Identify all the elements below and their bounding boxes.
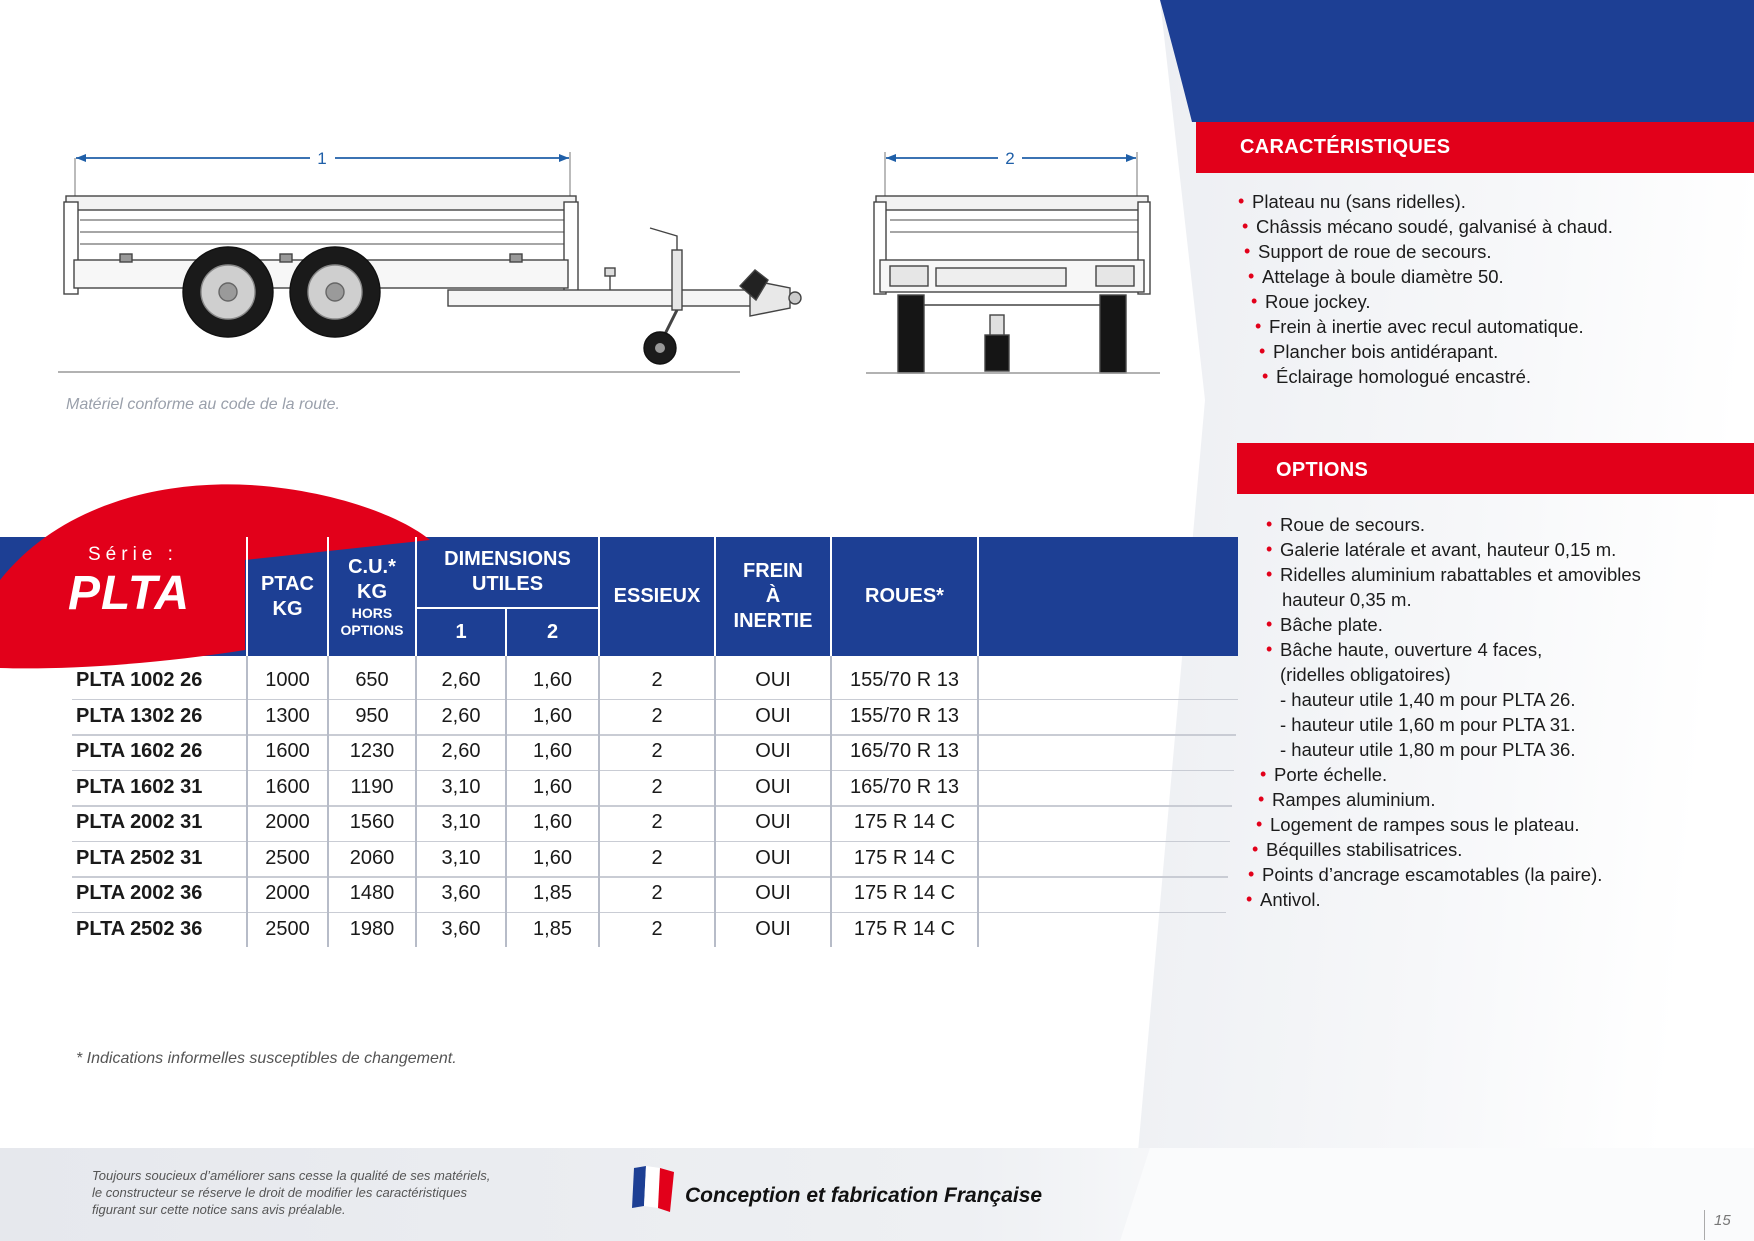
cell-model: PLTA 1002 26 bbox=[76, 669, 203, 691]
trailer-front-view bbox=[866, 196, 1160, 373]
cell-essieux: 2 bbox=[651, 917, 663, 940]
cell-cu: 1480 bbox=[349, 882, 395, 904]
header-frein-label-1: FREIN bbox=[743, 560, 803, 582]
made-in-france-label: Conception et fabrication Française bbox=[685, 1184, 1043, 1207]
characteristic-item: • Éclairage homologué encastré. bbox=[1262, 364, 1613, 389]
cell-roues: 165/70 R 13 bbox=[850, 775, 959, 798]
cell-cu: 1190 bbox=[350, 775, 394, 798]
cell-roues: 155/70 R 13 bbox=[850, 704, 959, 727]
cell-roues: 155/70 R 13 bbox=[850, 669, 959, 691]
page-number-divider bbox=[1704, 1210, 1705, 1240]
column-divider bbox=[246, 656, 248, 947]
cell-ptac: 1000 bbox=[265, 669, 310, 691]
cell-dimension-1: 2,60 bbox=[441, 669, 481, 691]
option-sub-item: - hauteur utile 1,80 m pour PLTA 36. bbox=[1280, 739, 1576, 760]
header-divider bbox=[977, 537, 979, 656]
cell-dimension-1: 2,60 bbox=[441, 704, 481, 727]
dimension-label-1: 1 bbox=[317, 149, 327, 168]
cell-essieux: 2 bbox=[651, 775, 663, 798]
footer-disclaimer-line: le constructeur se réserve le droit de modifier les caractéristiques bbox=[92, 1185, 467, 1200]
option-item-continuation: hauteur 0,35 m. bbox=[1282, 589, 1412, 610]
trailer-technical-drawing bbox=[50, 140, 1170, 380]
series-name: PLTA bbox=[68, 567, 191, 620]
cell-roues: 175 R 14 C bbox=[853, 846, 956, 869]
cell-cu: 1230 bbox=[349, 740, 395, 762]
footer-disclaimer bbox=[92, 1167, 490, 1218]
option-item: • Béquilles stabilisatrices. bbox=[1252, 837, 1641, 862]
header-cu-label: C.U.* bbox=[348, 555, 396, 578]
characteristics-title: CARACTÉRISTIQUES bbox=[1240, 136, 1451, 158]
cell-dimension-1: 3,10 bbox=[441, 846, 481, 869]
cell-frein: OUI bbox=[755, 669, 791, 691]
option-item: • Porte échelle. bbox=[1260, 762, 1641, 787]
header-cu-note-1: HORS bbox=[351, 604, 393, 621]
cell-roues: 175 R 14 C bbox=[853, 882, 956, 904]
cell-dimension-1: 3,10 bbox=[441, 775, 481, 798]
cell-frein: OUI bbox=[755, 882, 791, 904]
cell-cu: 950 bbox=[355, 704, 389, 727]
page-number: 15 bbox=[1714, 1212, 1731, 1229]
table-footnote: * Indications informelles susceptibles de changement. bbox=[76, 1050, 457, 1067]
cell-dimension-2: 1,60 bbox=[533, 775, 572, 798]
option-item: • Antivol. bbox=[1246, 887, 1641, 912]
cell-essieux: 2 bbox=[651, 846, 663, 869]
cell-essieux: 2 bbox=[651, 882, 663, 904]
footer-disclaimer-line: figurant sur cette notice sans avis préalable. bbox=[92, 1202, 346, 1217]
option-item: • Rampes aluminium. bbox=[1258, 787, 1641, 812]
cell-cu: 2060 bbox=[349, 846, 395, 869]
header-ptac-unit: KG bbox=[272, 597, 303, 620]
cell-essieux: 2 bbox=[651, 704, 663, 727]
cell-ptac: 2500 bbox=[265, 917, 310, 940]
characteristic-item: • Plancher bois antidérapant. bbox=[1259, 339, 1613, 364]
header-roues: ROUES* bbox=[865, 585, 944, 607]
cell-ptac: 1600 bbox=[265, 775, 310, 798]
options-list bbox=[1250, 512, 1641, 912]
cell-frein: OUI bbox=[755, 846, 791, 869]
cell-dimension-1: 2,60 bbox=[441, 740, 481, 762]
column-divider bbox=[830, 656, 832, 947]
cell-frein: OUI bbox=[755, 775, 791, 798]
header-frein-label-3: INERTIE bbox=[733, 610, 813, 632]
header-cu-note-2: OPTIONS bbox=[340, 621, 404, 638]
header-dimension-1: 1 bbox=[455, 621, 467, 643]
cell-essieux: 2 bbox=[651, 811, 663, 833]
option-item: • Bâche plate. bbox=[1266, 612, 1641, 637]
column-divider bbox=[977, 656, 979, 947]
cell-ptac: 1300 bbox=[265, 704, 310, 727]
cell-dimension-1: 3,60 bbox=[441, 882, 481, 904]
cell-model: PLTA 2502 36 bbox=[76, 917, 203, 940]
cell-roues: 175 R 14 C bbox=[853, 917, 956, 940]
top-blue-banner bbox=[1160, 0, 1754, 122]
cell-model: PLTA 1302 26 bbox=[76, 704, 203, 727]
header-frein-label-2: À bbox=[765, 585, 781, 607]
column-divider bbox=[505, 656, 507, 947]
characteristic-item: • Plateau nu (sans ridelles). bbox=[1238, 189, 1613, 214]
header-ptac bbox=[248, 537, 327, 656]
french-flag-icon bbox=[630, 1164, 678, 1214]
cell-dimension-1: 3,60 bbox=[441, 917, 481, 940]
cell-model: PLTA 2002 36 bbox=[76, 882, 203, 904]
option-sub-item: - hauteur utile 1,60 m pour PLTA 31. bbox=[1280, 714, 1576, 735]
column-divider bbox=[327, 656, 329, 947]
cell-frein: OUI bbox=[755, 704, 791, 727]
cell-model: PLTA 2002 31 bbox=[76, 811, 203, 833]
cell-frein: OUI bbox=[755, 917, 791, 940]
cell-ptac: 2000 bbox=[265, 811, 310, 833]
options-title: OPTIONS bbox=[1276, 459, 1369, 481]
cell-dimension-2: 1,60 bbox=[533, 669, 572, 691]
cell-model: PLTA 2502 31 bbox=[76, 846, 203, 869]
cell-model: PLTA 1602 31 bbox=[76, 775, 203, 798]
header-cu bbox=[329, 537, 415, 656]
header-ptac-label: PTAC bbox=[261, 572, 314, 595]
cell-ptac: 2000 bbox=[265, 882, 310, 904]
cell-dimension-2: 1,60 bbox=[533, 704, 572, 727]
option-sub-item: - hauteur utile 1,40 m pour PLTA 26. bbox=[1280, 689, 1576, 710]
cell-cu: 1560 bbox=[349, 811, 395, 833]
header-cu-unit: KG bbox=[357, 580, 387, 603]
cell-cu: 650 bbox=[355, 669, 389, 691]
option-item: • Points d’ancrage escamotables (la paire). bbox=[1248, 862, 1641, 887]
cell-dimension-2: 1,60 bbox=[533, 740, 572, 762]
trailer-side-view bbox=[58, 196, 801, 372]
cell-dimension-2: 1,60 bbox=[533, 846, 572, 869]
option-item: • Galerie latérale et avant, hauteur 0,15 m. bbox=[1266, 537, 1641, 562]
cell-ptac: 1600 bbox=[265, 740, 310, 762]
characteristic-item: • Frein à inertie avec recul automatique. bbox=[1255, 314, 1613, 339]
option-item-continuation: (ridelles obligatoires) bbox=[1280, 664, 1451, 685]
cell-roues: 165/70 R 13 bbox=[850, 740, 959, 762]
cell-dimension-2: 1,85 bbox=[533, 882, 572, 904]
cell-frein: OUI bbox=[755, 811, 791, 833]
cell-ptac: 2500 bbox=[265, 846, 310, 869]
series-label: Série : bbox=[88, 544, 178, 565]
option-item: • Bâche haute, ouverture 4 faces, bbox=[1266, 637, 1641, 662]
header-dimensions-label-2: UTILES bbox=[471, 573, 544, 595]
cell-essieux: 2 bbox=[651, 740, 663, 762]
characteristic-item: • Attelage à boule diamètre 50. bbox=[1248, 264, 1613, 289]
cell-cu: 1980 bbox=[349, 917, 395, 940]
option-item: • Ridelles aluminium rabattables et amovibles bbox=[1266, 562, 1641, 587]
column-divider bbox=[598, 656, 600, 947]
cell-model: PLTA 1602 26 bbox=[76, 740, 203, 762]
option-item: • Logement de rampes sous le plateau. bbox=[1256, 812, 1641, 837]
cell-dimension-2: 1,60 bbox=[533, 811, 572, 833]
header-dimension-2: 2 bbox=[546, 621, 559, 643]
cell-dimension-2: 1,85 bbox=[533, 917, 572, 940]
header-essieux: ESSIEUX bbox=[613, 585, 701, 607]
drawing-caption: Matériel conforme au code de la route. bbox=[66, 396, 340, 413]
header-dimensions bbox=[417, 537, 598, 607]
option-item: • Roue de secours. bbox=[1266, 512, 1641, 537]
footer-disclaimer-line: Toujours soucieux d’améliorer sans cesse la qualité de ses matériels, bbox=[92, 1168, 491, 1183]
cell-roues: 175 R 14 C bbox=[853, 811, 956, 833]
characteristic-item: • Roue jockey. bbox=[1251, 289, 1613, 314]
dimension-label-2: 2 bbox=[1005, 149, 1015, 168]
cell-frein: OUI bbox=[755, 740, 791, 762]
characteristics-list bbox=[1238, 189, 1613, 389]
characteristic-item: • Châssis mécano soudé, galvanisé à chaud. bbox=[1242, 214, 1613, 239]
column-divider bbox=[714, 656, 716, 947]
column-divider bbox=[415, 656, 417, 947]
characteristic-item: • Support de roue de secours. bbox=[1244, 239, 1613, 264]
header-dimensions-label-1: DIMENSIONS bbox=[444, 548, 571, 570]
cell-essieux: 2 bbox=[651, 669, 663, 691]
cell-dimension-1: 3,10 bbox=[441, 811, 481, 833]
header-frein bbox=[716, 537, 830, 656]
